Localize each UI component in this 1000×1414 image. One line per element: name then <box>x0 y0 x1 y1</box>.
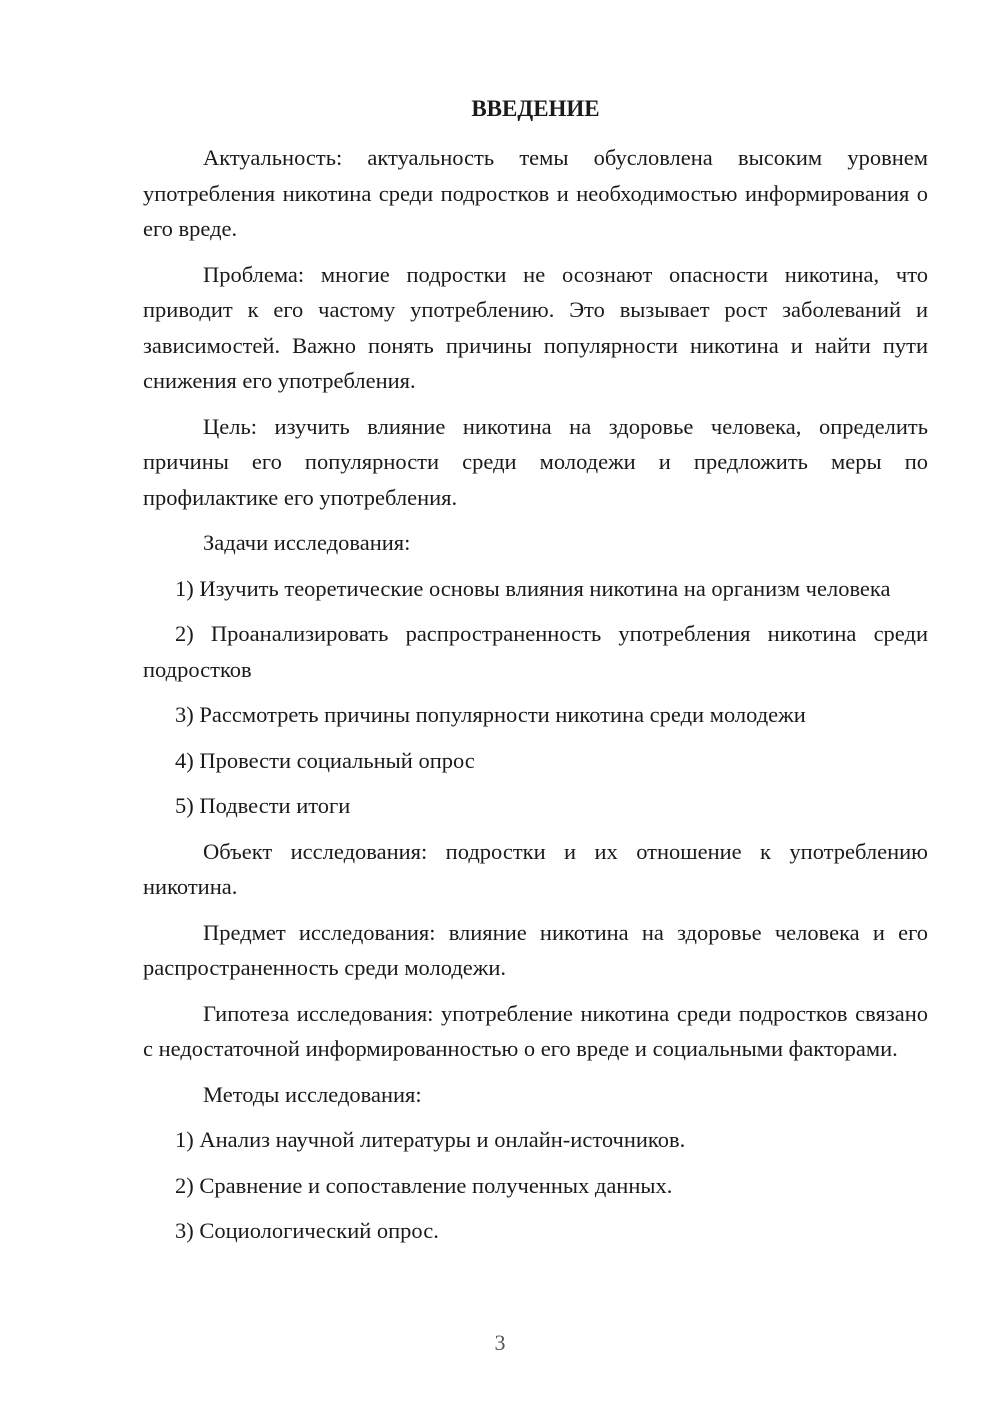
method-item: 2) Сравнение и сопоставление полученных данных. <box>175 1172 673 1198</box>
tasks-heading: Задачи исследования: <box>203 530 411 555</box>
object-paragraph: Объект исследования: подростки и их отношение к употреблению никотина. <box>143 838 928 899</box>
method-item: 1) Анализ научной литературы и онлайн-источников. <box>175 1127 686 1152</box>
page-title: ВВЕДЕНИЕ <box>471 96 600 121</box>
subject-paragraph: Предмет исследования: влияние никотина на здоровье человека и его распространенность среди молодежи. <box>143 919 928 980</box>
task-item: 4) Провести социальный опрос <box>175 747 475 773</box>
task-item: 1) Изучить теоретические основы влияния никотина на организм человека <box>175 575 891 601</box>
task-item: 3) Рассмотреть причины популярности никотина среди молодежи <box>175 702 806 727</box>
page-number: 3 <box>494 1330 506 1355</box>
hypothesis-paragraph: Гипотеза исследования: употребление никотина среди подростков связано с недостаточной информированностью о его вреде и социальными факторами. <box>143 1000 928 1061</box>
task-item: 5) Подвести итоги <box>175 793 351 818</box>
method-item: 3) Социологический опрос. <box>175 1218 439 1243</box>
methods-heading: Методы исследования: <box>203 1081 422 1107</box>
relevance-paragraph: Актуальность: актуальность темы обусловлена высоким уровнем употребления никотина среди подростков и необходимостью информирования о его вреде. <box>143 145 928 241</box>
goal-paragraph: Цель: изучить влияние никотина на здоровье человека, определить причины его популярности среди молодежи и предложить меры по профилактике его употребления. <box>143 413 928 510</box>
task-item: 2) Проанализировать распространенность употребления никотина среди подростков <box>143 621 928 682</box>
problem-paragraph: Проблема: многие подростки не осознают опасности никотина, что приводит к его частому употреблению. Это вызывает рост заболеваний и зависимостей. Важно понять причины популярности никотина и найти пути снижения его употребления. <box>143 261 928 393</box>
document-page <box>143 92 928 1259</box>
